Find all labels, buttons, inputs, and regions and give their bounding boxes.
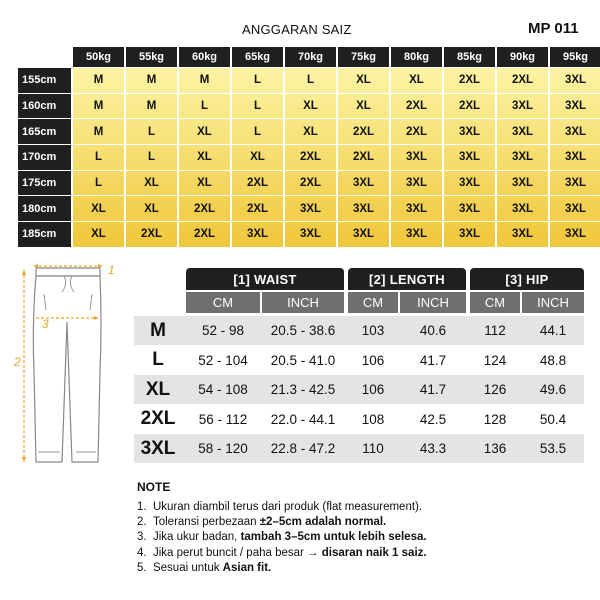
weight-header: 65kg bbox=[232, 47, 283, 67]
size-cell: 2XL bbox=[285, 171, 336, 196]
measure-value: 126 bbox=[483, 382, 507, 397]
measure-value: 112 bbox=[484, 323, 506, 338]
measure-value: 128 bbox=[483, 411, 507, 427]
size-cell: 3XL bbox=[338, 171, 389, 196]
size-cell: 3XL bbox=[338, 222, 389, 247]
weight-header: 75kg bbox=[338, 47, 389, 67]
size-cell: 3XL bbox=[550, 222, 600, 247]
height-header: 175cm bbox=[18, 171, 71, 196]
label-3: 3 bbox=[42, 317, 49, 331]
note-number: 4. bbox=[137, 546, 147, 559]
size-chart bbox=[18, 47, 600, 247]
size-cell: 2XL bbox=[285, 145, 336, 170]
note-text: Jika ukur badan, bbox=[152, 531, 241, 544]
size-cell: 3XL bbox=[550, 196, 600, 221]
height-header: 155cm bbox=[18, 68, 71, 93]
grid-corner bbox=[18, 47, 71, 67]
size-cell: 3XL bbox=[550, 68, 600, 93]
size-cell: XL bbox=[73, 196, 124, 221]
size-cell: 2XL bbox=[179, 222, 230, 247]
label-2: 2 bbox=[14, 355, 21, 369]
pants-diagram bbox=[14, 262, 124, 477]
measure-value: 52 - 104 bbox=[198, 352, 248, 368]
measure-value: 110 bbox=[362, 441, 384, 456]
height-header: 180cm bbox=[18, 196, 71, 221]
size-cell: M bbox=[179, 68, 230, 93]
size-label: M bbox=[150, 319, 166, 341]
measure-value: 124 bbox=[483, 352, 507, 368]
size-cell: L bbox=[232, 68, 283, 93]
size-cell: M bbox=[126, 94, 177, 119]
size-label: 3XL bbox=[140, 437, 176, 459]
note-number: 3. bbox=[137, 531, 147, 544]
size-cell: 3XL bbox=[550, 171, 600, 196]
measure-value: 56 - 112 bbox=[198, 411, 248, 427]
size-cell: 3XL bbox=[497, 119, 548, 144]
size-cell: 3XL bbox=[338, 196, 389, 221]
size-cell: 3XL bbox=[391, 196, 442, 221]
size-cell: L bbox=[126, 145, 177, 170]
measure-value: 41.7 bbox=[419, 382, 447, 397]
note-text: Asian fit. bbox=[222, 561, 272, 574]
size-cell: XL bbox=[391, 68, 442, 93]
note-item bbox=[137, 530, 427, 545]
size-cell: 3XL bbox=[497, 145, 548, 170]
size-label: 2XL bbox=[140, 408, 176, 429]
measure-value: 52 - 98 bbox=[201, 323, 245, 338]
size-cell: 2XL bbox=[338, 119, 389, 144]
weight-header: 95kg bbox=[550, 47, 600, 67]
size-cell: 3XL bbox=[444, 222, 495, 247]
header-length: [2] LENGTH bbox=[348, 268, 466, 290]
size-cell: XL bbox=[179, 119, 230, 144]
measure-value: 20.5 - 41.0 bbox=[270, 352, 336, 368]
measure-row bbox=[134, 316, 584, 345]
subheader-length-inch: INCH bbox=[400, 292, 466, 313]
note-number: 5. bbox=[137, 561, 147, 574]
measure-value: 42.5 bbox=[419, 411, 447, 427]
pants-waistband bbox=[36, 268, 100, 276]
measure-value: 54 - 108 bbox=[198, 382, 248, 397]
subheader-length-cm: CM bbox=[348, 292, 398, 313]
size-cell: 3XL bbox=[497, 196, 548, 221]
size-label: L bbox=[152, 349, 164, 370]
product-code: MP 011 bbox=[528, 20, 579, 37]
size-cell: 2XL bbox=[444, 68, 495, 93]
measure-value: 21.3 - 42.5 bbox=[270, 382, 336, 397]
note-item bbox=[137, 546, 427, 561]
weight-header: 85kg bbox=[444, 47, 495, 67]
size-cell: XL bbox=[338, 68, 389, 93]
measure-row bbox=[134, 405, 584, 434]
measure-value: 49.6 bbox=[539, 382, 567, 397]
size-cell: 3XL bbox=[497, 94, 548, 119]
weight-header: 90kg bbox=[497, 47, 548, 67]
size-cell: 2XL bbox=[391, 94, 442, 119]
size-cell: 3XL bbox=[232, 222, 283, 247]
measure-row bbox=[134, 346, 584, 375]
note-item bbox=[137, 500, 427, 515]
height-header: 165cm bbox=[18, 119, 71, 144]
size-cell: 3XL bbox=[285, 196, 336, 221]
weight-header: 60kg bbox=[179, 47, 230, 67]
height-header: 185cm bbox=[18, 222, 71, 247]
size-cell: 3XL bbox=[444, 145, 495, 170]
size-cell: L bbox=[126, 119, 177, 144]
measure-value: 48.8 bbox=[539, 352, 567, 368]
size-cell: 2XL bbox=[126, 222, 177, 247]
subheader-waist-inch: INCH bbox=[262, 292, 344, 313]
measure-value: 58 - 120 bbox=[198, 441, 248, 456]
size-cell: XL bbox=[285, 94, 336, 119]
label-1: 1 bbox=[108, 263, 115, 277]
measure-value: 50.4 bbox=[539, 411, 567, 427]
size-cell: XL bbox=[338, 94, 389, 119]
height-header: 160cm bbox=[18, 94, 71, 119]
size-cell: XL bbox=[73, 222, 124, 247]
size-cell: L bbox=[232, 119, 283, 144]
measure-value: 20.5 - 38.6 bbox=[270, 323, 336, 338]
size-cell: M bbox=[126, 68, 177, 93]
size-cell: 3XL bbox=[497, 222, 548, 247]
note-text: tambah 3–5cm untuk lebih selesa. bbox=[240, 531, 427, 544]
size-cell: M bbox=[73, 94, 124, 119]
measure-value: 22.8 - 47.2 bbox=[270, 441, 336, 456]
measure-value: 43.3 bbox=[419, 441, 447, 456]
size-cell: L bbox=[285, 68, 336, 93]
note-text: Sesuai untuk bbox=[152, 561, 223, 574]
header-hip: [3] HIP bbox=[470, 268, 584, 290]
measure-value: 44.1 bbox=[539, 323, 567, 338]
measure-value: 41.7 bbox=[419, 352, 447, 368]
note-text: Jika perut buncit / paha besar → bbox=[152, 546, 322, 559]
header-waist: [1] WAIST bbox=[186, 268, 344, 290]
page-title: ANGGARAN SAIZ bbox=[242, 22, 352, 37]
size-cell: XL bbox=[285, 119, 336, 144]
note-item bbox=[137, 561, 427, 576]
measure-row bbox=[134, 434, 584, 463]
measure-value: 106 bbox=[361, 382, 385, 397]
measure-row bbox=[134, 375, 584, 404]
size-cell: 2XL bbox=[232, 171, 283, 196]
subheader-hip-cm: CM bbox=[470, 292, 520, 313]
size-cell: L bbox=[73, 171, 124, 196]
size-cell: 2XL bbox=[338, 145, 389, 170]
size-cell: 3XL bbox=[391, 171, 442, 196]
size-cell: XL bbox=[126, 171, 177, 196]
note-item bbox=[137, 515, 427, 530]
size-cell: M bbox=[73, 119, 124, 144]
notes-list bbox=[137, 500, 427, 576]
size-cell: 3XL bbox=[285, 222, 336, 247]
size-cell: XL bbox=[179, 171, 230, 196]
size-cell: 2XL bbox=[391, 119, 442, 144]
height-header: 170cm bbox=[18, 145, 71, 170]
weight-header: 70kg bbox=[285, 47, 336, 67]
weight-header: 50kg bbox=[73, 47, 124, 67]
measure-value: 106 bbox=[361, 352, 385, 368]
size-cell: 3XL bbox=[391, 222, 442, 247]
size-label: XL bbox=[145, 378, 171, 400]
weight-header: 80kg bbox=[391, 47, 442, 67]
size-cell: 2XL bbox=[497, 68, 548, 93]
note-number: 1. bbox=[137, 501, 147, 513]
size-cell: XL bbox=[232, 145, 283, 170]
size-cell: L bbox=[232, 94, 283, 119]
subheader-hip-inch: INCH bbox=[522, 292, 584, 313]
size-cell: L bbox=[73, 145, 124, 170]
measure-value: 22.0 - 44.1 bbox=[270, 411, 336, 427]
subheader-waist-cm: CM bbox=[186, 292, 260, 313]
size-cell: 3XL bbox=[444, 196, 495, 221]
note-text: Toleransi perbezaan bbox=[152, 516, 260, 529]
size-cell: XL bbox=[179, 145, 230, 170]
size-cell: 2XL bbox=[179, 196, 230, 221]
measure-value: 108 bbox=[361, 411, 385, 427]
weight-header: 55kg bbox=[126, 47, 177, 67]
note-text: Ukuran diambil terus dari produk (flat measurement). bbox=[152, 501, 423, 513]
size-cell: 3XL bbox=[391, 145, 442, 170]
size-cell: 2XL bbox=[444, 94, 495, 119]
size-cell: 3XL bbox=[497, 171, 548, 196]
size-cell: 3XL bbox=[550, 119, 600, 144]
note-title: NOTE bbox=[137, 480, 171, 494]
measure-value: 40.6 bbox=[419, 323, 447, 338]
size-cell: M bbox=[73, 68, 124, 93]
size-cell: 3XL bbox=[550, 94, 600, 119]
size-cell: 3XL bbox=[550, 145, 600, 170]
measure-value: 136 bbox=[483, 441, 507, 456]
size-cell: XL bbox=[126, 196, 177, 221]
size-cell: 3XL bbox=[444, 171, 495, 196]
size-cell: L bbox=[179, 94, 230, 119]
size-cell: 2XL bbox=[232, 196, 283, 221]
note-text: ±2–5cm adalah normal. bbox=[259, 516, 387, 529]
note-text: disaran naik 1 saiz. bbox=[321, 546, 427, 559]
measure-value: 103 bbox=[361, 323, 385, 338]
size-cell: 3XL bbox=[444, 119, 495, 144]
measure-value: 53.5 bbox=[539, 441, 567, 456]
note-number: 2. bbox=[137, 516, 147, 529]
